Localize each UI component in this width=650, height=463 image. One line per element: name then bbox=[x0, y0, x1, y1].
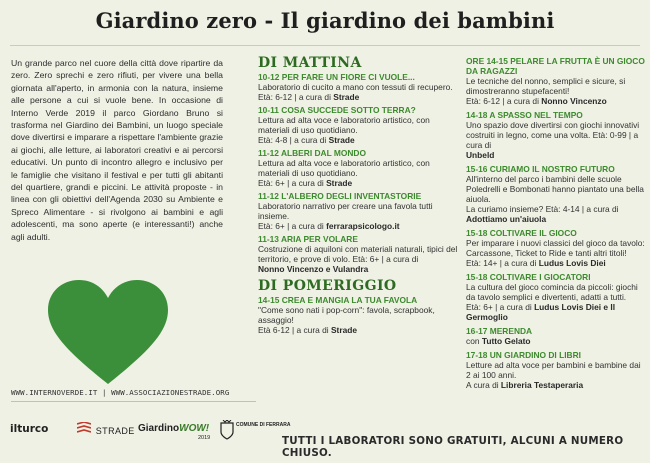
event-credit bbox=[466, 336, 646, 346]
afternoon-more-events bbox=[466, 56, 646, 390]
event-credit bbox=[466, 96, 646, 106]
event-credit bbox=[258, 264, 458, 274]
afternoon-heading: DI POMERIGGIO bbox=[258, 278, 397, 294]
event-credit bbox=[466, 380, 646, 390]
event-title: 14-15 CREA E MANGIA LA TUA FAVOLA bbox=[258, 295, 418, 305]
event-credit-prefix: Età: 4-8 | a cura di bbox=[258, 135, 329, 145]
event-title: 10-12 PER FARE UN FIORE CI VUOLE... bbox=[258, 72, 415, 82]
event-description: Le tecniche del nonno, semplici e sicure, si dimostreranno stupefacenti! bbox=[466, 76, 626, 96]
event-credit bbox=[258, 178, 458, 188]
event-credit-prefix: Età: 6-12 | a cura di bbox=[258, 92, 334, 102]
event-description: Lettura ad alta voce e laboratorio artistico, con materiali di uso quotidiano. bbox=[258, 115, 430, 135]
event-title: 10-11 COSA SUCCEDE SOTTO TERRA? bbox=[258, 105, 416, 115]
event-organizer: Strade bbox=[326, 178, 353, 188]
event-organizer: Nonno Vincenzo e Vulandra bbox=[258, 264, 369, 274]
event-organizer: Tutto Gelato bbox=[481, 336, 531, 346]
event-item bbox=[258, 295, 458, 335]
event-title: ORE 14-15 PELARE LA FRUTTA È UN GIOCO DA RAGAZZI bbox=[466, 56, 645, 76]
event-description: All'interno del parco i bambini delle scuole Poledrelli e Bombonati hanno piantato una bella aiuola. bbox=[466, 174, 644, 204]
event-organizer: Libreria Testaperaria bbox=[500, 380, 584, 390]
event-credit bbox=[258, 135, 458, 145]
event-organizer: ferrarapsicologo.it bbox=[326, 221, 400, 231]
event-credit bbox=[466, 258, 646, 268]
ilturco-logo bbox=[10, 423, 48, 435]
event-organizer: Adottiamo un'aiuola bbox=[466, 214, 547, 224]
event-title: 15-18 COLTIVARE IL GIOCO bbox=[466, 228, 577, 238]
event-item bbox=[258, 191, 458, 231]
event-item bbox=[466, 164, 646, 224]
event-description: Uno spazio dove divertirsi con giochi innovativi costruiti in legno, come una volta. Età: 0-99 | a cura di bbox=[466, 120, 640, 150]
event-item bbox=[466, 326, 646, 346]
footer-note: TUTTI I LABORATORI SONO GRATUITI, ALCUNI A NUMERO CHIUSO. bbox=[282, 435, 624, 459]
event-description: Lettura ad alta voce e laboratorio artistico, con materiali di uso quotidiano. bbox=[258, 158, 430, 178]
title-divider bbox=[10, 45, 640, 46]
event-credit-prefix: con bbox=[466, 336, 482, 346]
program-column-1 bbox=[258, 54, 458, 338]
event-item bbox=[466, 350, 646, 390]
event-credit-prefix: Età: 6-12 | a cura di bbox=[466, 96, 542, 106]
event-organizer: Ludus Lovis Diei e Il Germoglio bbox=[466, 302, 616, 322]
event-item bbox=[258, 72, 458, 102]
event-credit-prefix: Età: 6+ | a cura di bbox=[258, 178, 327, 188]
event-organizer: Nonno Vincenzo bbox=[541, 96, 607, 106]
event-credit bbox=[258, 92, 458, 102]
event-description: Laboratorio di cucito a mano con tessuti di recupero. bbox=[258, 82, 453, 92]
heart-icon bbox=[48, 280, 168, 386]
event-credit-prefix: Età: 14+ | a cura di bbox=[466, 258, 539, 268]
event-credit bbox=[466, 302, 646, 322]
event-organizer: Strade bbox=[328, 135, 355, 145]
strade-logo-text: STRADE bbox=[95, 426, 135, 436]
event-credit-prefix: A cura di bbox=[466, 380, 501, 390]
event-credit-prefix: La curiamo insieme? Età: 4-14 | a cura di bbox=[466, 204, 619, 214]
intro-paragraph: Un grande parco nel cuore della città dove ripartire da zero. Zero sprechi e zero rifiuti, per vivere una bella giornata all'aperto, in armonia con la natura, insieme alle persone a cui si vuole bene. In occasione di Interno Verde 2019 il parco Giordano Bruno si trasforma nel Giardino dei Bambini, un luogo speciale dove divertirsi e imparare a rispettare l'ambiente grazie ai giochi, alle letture, ai laboratori creativi e ai percorsi educativi. Un punto di incontro allegro e inclusivo per le famiglie che visitano il festival e per tutti gli abitanti del quartiere, grandi e piccini. Le attività proposte - in linea con gli obiettivi dell'Agenda 2030 su Ambiente e Spreco Alimentare - si rivolgono ai bambini e agli adolescenti, ma sono aperte (e interessanti!) anche agli adulti. bbox=[11, 58, 223, 242]
event-item bbox=[258, 105, 458, 145]
event-title: 17-18 UN GIARDINO DI LIBRI bbox=[466, 350, 581, 360]
intro-text bbox=[11, 57, 223, 243]
event-item bbox=[466, 272, 646, 322]
event-title: 15-18 COLTIVARE I GIOCATORI bbox=[466, 272, 591, 282]
comune-ferrara-logo bbox=[220, 418, 291, 452]
links-divider bbox=[11, 401, 256, 402]
program-column-2 bbox=[466, 56, 646, 394]
event-credit-prefix: Età: 6+ | a cura di bbox=[466, 302, 535, 312]
event-item bbox=[466, 110, 646, 160]
event-description: Laboratorio narrativo per creare una favola tutti insieme. bbox=[258, 201, 433, 221]
wow-logo-text: WOW! bbox=[179, 423, 210, 434]
event-title: 14-18 A SPASSO NEL TEMPO bbox=[466, 110, 583, 120]
event-credit bbox=[258, 325, 458, 335]
sponsor-logos bbox=[10, 418, 291, 452]
event-organizer: Ludus Lovis Diei bbox=[538, 258, 606, 268]
comune-name: COMUNE DI FERRARA bbox=[236, 422, 291, 428]
website-links[interactable]: WWW.INTERNOVERDE.IT | WWW.ASSOCIAZIONESTRADE.ORG bbox=[11, 388, 230, 397]
event-title: 11-12 L'ALBERO DEGLI INVENTASTORIE bbox=[258, 191, 422, 201]
event-item bbox=[466, 228, 646, 268]
event-title: 15-16 CURIAMO IL NOSTRO FUTURO bbox=[466, 164, 615, 174]
event-item bbox=[258, 148, 458, 188]
giardino-wow-logo bbox=[138, 423, 211, 441]
event-credit-prefix: Età 6-12 | a cura di bbox=[258, 325, 331, 335]
strade-logo bbox=[77, 422, 135, 437]
event-credit bbox=[466, 150, 646, 160]
afternoon-events bbox=[258, 295, 458, 335]
event-description: Letture ad alta voce per bambini e bambine dai 2 ai 100 anni. bbox=[466, 360, 641, 380]
event-item bbox=[258, 234, 458, 274]
page-title: Giardino zero - Il giardino dei bambini bbox=[95, 8, 555, 33]
event-organizer: Strade bbox=[333, 92, 360, 102]
giardino-logo-text: Giardino bbox=[138, 423, 180, 434]
event-description: Per imparare i nuovi classici del gioco da tavolo: Carcassone, Ticket to Ride e tanti altri titoli! bbox=[466, 238, 645, 258]
event-title: 16-17 MERENDA bbox=[466, 326, 533, 336]
event-credit bbox=[466, 204, 646, 224]
morning-events bbox=[258, 72, 458, 274]
strade-stripes-icon bbox=[77, 422, 91, 434]
ilturco-logo-text: ilturco bbox=[10, 423, 49, 435]
event-description: "Come sono nati i pop-corn": favola, scrapbook, assaggio! bbox=[258, 305, 435, 325]
comune-seal-icon bbox=[220, 420, 234, 440]
morning-heading: DI MATTINA bbox=[258, 55, 362, 71]
event-credit-prefix: Età: 6+ | a cura di bbox=[258, 221, 327, 231]
event-organizer: Unbeld bbox=[466, 150, 495, 160]
event-organizer: Strade bbox=[330, 325, 358, 335]
giardino-logo-year: 2019 bbox=[198, 435, 211, 441]
event-item bbox=[466, 56, 646, 106]
event-credit bbox=[258, 221, 458, 231]
event-title: 11-13 ARIA PER VOLARE bbox=[258, 234, 358, 244]
event-title: 11-12 ALBERI DAL MONDO bbox=[258, 148, 366, 158]
event-description: Costruzione di aquiloni con materiali naturali, tipici del territorio, e prove di volo. Età: 6+ | a cura di bbox=[258, 244, 458, 264]
event-description: La cultura del gioco comincia da piccoli: giochi da tavolo semplici e divertenti, adatti a tutti. bbox=[466, 282, 638, 302]
